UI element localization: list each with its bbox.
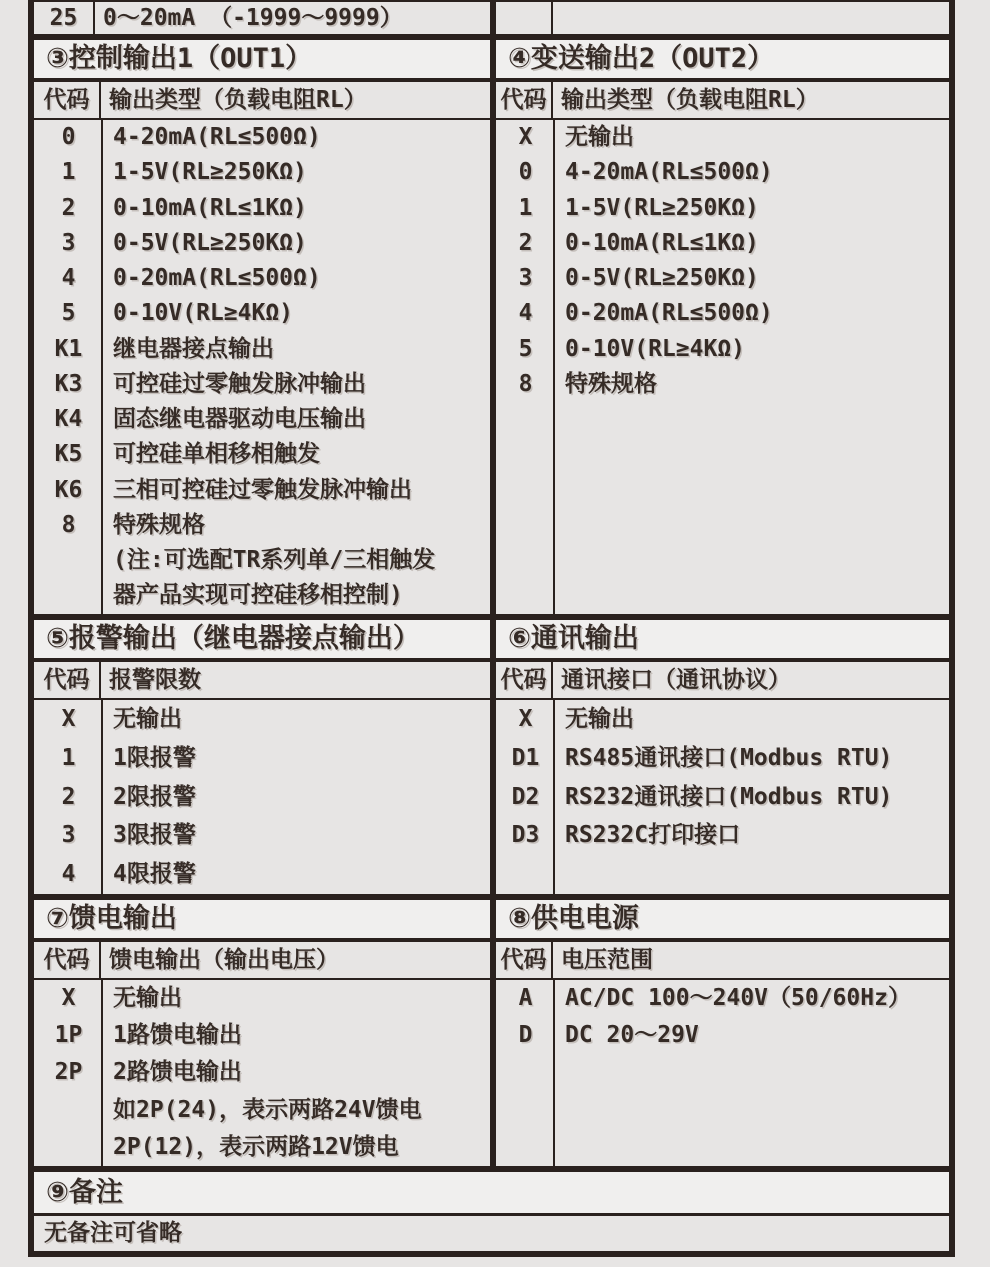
code-cell-empty <box>496 2 553 34</box>
table-row: X 无输出 <box>518 706 634 732</box>
table-row: X 无输出 <box>518 124 634 150</box>
column-header-3-4 <box>34 82 949 120</box>
table-row: 4 0-20mA(RL≤500Ω) <box>61 265 321 292</box>
table-row: 2 0-10mA(RL≤1KΩ) <box>61 194 307 221</box>
table-row: 2P 2路馈电输出 <box>54 1059 242 1086</box>
code-cell: 25 <box>34 2 95 34</box>
section8-rows <box>496 980 949 1166</box>
section-band-9 <box>34 1172 949 1216</box>
section-band-3-4 <box>34 40 949 82</box>
type-header: 输出类型（负载电阻RL） <box>561 87 819 113</box>
data-rows-5-6 <box>34 700 949 900</box>
section5-title: ⑤报警输出（继电器接点输出） <box>46 623 420 654</box>
table-row: K6 三相可控硅过零触发脉冲输出 <box>54 476 412 503</box>
column-header-5-6 <box>34 662 949 700</box>
code-header: 代码 <box>34 662 101 698</box>
section6-rows <box>496 700 949 894</box>
type-header: 电压范围 <box>561 947 653 973</box>
table-row: 2 0-10mA(RL≤1KΩ) <box>518 229 759 256</box>
table-row: D2 RS232通讯接口(Modbus RTU) <box>511 783 893 810</box>
table-row-input-25 <box>34 0 949 40</box>
code-header: 代码 <box>34 82 101 118</box>
table-row: D3 RS232C打印接口 <box>511 822 741 849</box>
table-row: 8 特殊规格 <box>518 370 657 397</box>
section9-title: ⑨备注 <box>46 1177 123 1208</box>
section7-rows <box>34 980 496 1166</box>
ordering-code-table <box>28 0 955 1257</box>
column-divider <box>101 700 103 894</box>
section3-title: ③控制输出1（OUT1） <box>46 43 313 74</box>
table-row-note: 器产品实现可控硅移相控制) <box>113 582 403 609</box>
table-row: K3 可控硅过零触发脉冲输出 <box>54 370 366 397</box>
table-row-note: (注:可选配TR系列单/三相触发 <box>113 547 436 574</box>
column-divider <box>553 700 555 894</box>
table-row: 3 0-5V(RL≥250KΩ) <box>61 229 307 256</box>
table-row: 3 3限报警 <box>61 822 196 849</box>
table-row: 4 4限报警 <box>61 861 196 888</box>
table-row: D DC 20～29V <box>518 1022 699 1049</box>
section-band-5-6 <box>34 620 949 662</box>
table-row: 5 0-10V(RL≥4KΩ) <box>518 335 746 362</box>
table-row: 1 1限报警 <box>61 744 196 771</box>
table-row: 1 1-5V(RL≥250KΩ) <box>61 159 307 186</box>
table-row: 0 4-20mA(RL≤500Ω) <box>61 124 321 150</box>
code-header: 代码 <box>496 662 553 698</box>
table-row: 3 0-5V(RL≥250KΩ) <box>518 265 759 292</box>
column-divider <box>101 980 103 1166</box>
column-divider <box>553 120 555 614</box>
data-rows-3-4 <box>34 120 949 620</box>
section7-title: ⑦馈电输出 <box>46 903 177 934</box>
type-header: 输出类型（负载电阻RL） <box>109 87 367 113</box>
type-header: 报警限数 <box>109 667 201 693</box>
remark-text: 无备注可省略 <box>44 1220 182 1246</box>
type-header: 馈电输出（输出电压） <box>109 947 339 973</box>
section5-rows <box>34 700 496 894</box>
table-row: K5 可控硅单相移相触发 <box>54 441 320 468</box>
table-row: K1 继电器接点输出 <box>54 335 274 362</box>
table-row-note: 如2P(24)，表示两路24V馈电 <box>113 1096 422 1123</box>
table-row: 1 1-5V(RL≥250KΩ) <box>518 194 759 221</box>
section3-rows <box>34 120 496 614</box>
table-row: 1P 1路馈电输出 <box>54 1022 242 1049</box>
desc-cell-empty <box>553 2 949 34</box>
table-row: 4 0-20mA(RL≤500Ω) <box>518 300 773 327</box>
table-row: X 无输出 <box>61 985 182 1011</box>
section4-title: ④变送输出2（OUT2） <box>508 43 775 74</box>
section6-title: ⑥通讯输出 <box>508 623 639 654</box>
code-header: 代码 <box>496 82 553 118</box>
table-row: X 无输出 <box>61 706 182 732</box>
code-header: 代码 <box>34 942 101 978</box>
section8-title: ⑧供电电源 <box>508 903 639 934</box>
table-row: K4 固态继电器驱动电压输出 <box>54 406 366 433</box>
table-row: 8 特殊规格 <box>61 511 205 538</box>
table-row: A AC/DC 100～240V（50/60Hz） <box>518 985 911 1011</box>
table-row: 2 2限报警 <box>61 783 196 810</box>
column-divider <box>553 980 555 1166</box>
desc-cell: 0～20mA （-1999～9999） <box>103 5 403 31</box>
table-row: 0 4-20mA(RL≤500Ω) <box>518 159 773 186</box>
code-header: 代码 <box>496 942 553 978</box>
section4-rows <box>496 120 949 614</box>
column-divider <box>101 120 103 614</box>
section-band-7-8 <box>34 900 949 942</box>
table-row: D1 RS485通讯接口(Modbus RTU) <box>511 744 893 771</box>
table-row-note: 2P(12)，表示两路12V馈电 <box>113 1133 399 1160</box>
column-header-7-8 <box>34 942 949 980</box>
remark-row <box>34 1216 949 1257</box>
data-rows-7-8 <box>34 980 949 1172</box>
table-row: 5 0-10V(RL≥4KΩ) <box>61 300 294 327</box>
type-header: 通讯接口（通讯协议） <box>561 667 791 693</box>
